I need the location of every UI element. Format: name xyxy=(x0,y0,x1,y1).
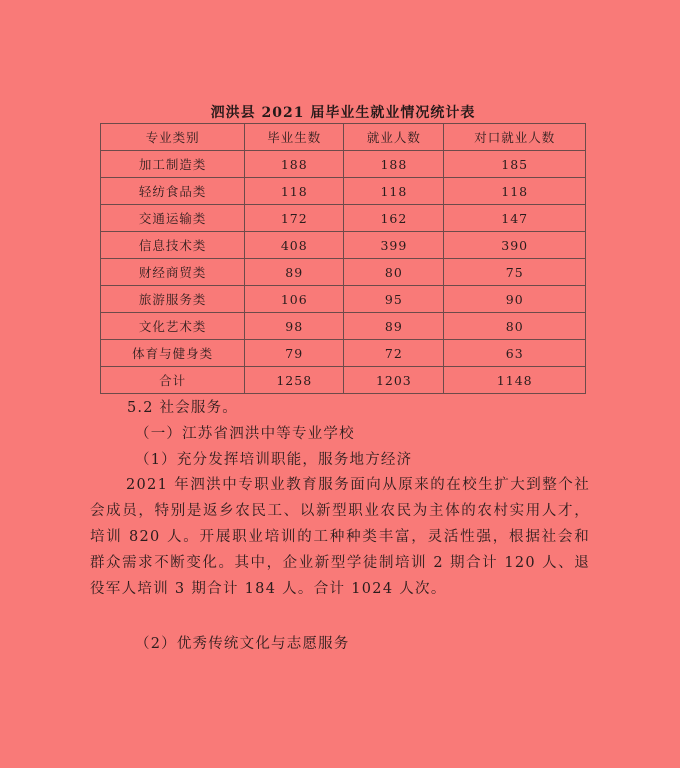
table-total-row xyxy=(101,367,586,394)
table-cell: 1148 xyxy=(444,367,586,394)
table-cell: 90 xyxy=(444,286,586,313)
table-cell: 79 xyxy=(245,340,344,367)
column-header: 毕业生数 xyxy=(245,124,344,151)
table-cell: 72 xyxy=(344,340,444,367)
subheading-culture-volunteer: （2）优秀传统文化与志愿服务 xyxy=(135,636,350,652)
table-cell: 188 xyxy=(245,151,344,178)
table-cell: 75 xyxy=(444,259,586,286)
table-cell: 147 xyxy=(444,205,586,232)
table-cell: 文化艺术类 xyxy=(101,313,245,340)
table-cell: 1258 xyxy=(245,367,344,394)
table-cell: 188 xyxy=(344,151,444,178)
table-cell: 95 xyxy=(344,286,444,313)
table-cell: 390 xyxy=(444,232,586,259)
table-row xyxy=(101,313,586,340)
table-cell: 财经商贸类 xyxy=(101,259,245,286)
table-cell: 体育与健身类 xyxy=(101,340,245,367)
table-cell: 80 xyxy=(344,259,444,286)
table-row xyxy=(101,205,586,232)
table-cell: 加工制造类 xyxy=(101,151,245,178)
table-cell: 旅游服务类 xyxy=(101,286,245,313)
table-cell: 172 xyxy=(245,205,344,232)
table-row xyxy=(101,259,586,286)
table-cell: 信息技术类 xyxy=(101,232,245,259)
table-row xyxy=(101,340,586,367)
table-row xyxy=(101,286,586,313)
subheading-training: （1）充分发挥培训职能，服务地方经济 xyxy=(135,452,413,468)
table-cell: 408 xyxy=(245,232,344,259)
table-cell: 106 xyxy=(245,286,344,313)
section-heading: 5.2 社会服务。 xyxy=(127,400,238,416)
subheading-school: （一）江苏省泗洪中等专业学校 xyxy=(135,426,355,442)
column-header: 对口就业人数 xyxy=(444,124,586,151)
table-cell: 98 xyxy=(245,313,344,340)
table-cell: 118 xyxy=(444,178,586,205)
table-cell: 合计 xyxy=(101,367,245,394)
body-paragraph: 2021 年泗洪中专职业教育服务面向从原来的在校生扩大到整个社会成员，特别是返乡农民工、以新型职业农民为主体的农村实用人才，培训 820 人。开展职业培训的工种种类丰富，灵活性强，根据社会和群众需求不断变化。其中，企业新型学徒制培训 2 期合计 120 人、退役军人培训 3 期合计 184 人。合计 1024 人次。 xyxy=(90,477,590,597)
table-cell: 89 xyxy=(245,259,344,286)
table-cell: 162 xyxy=(344,205,444,232)
column-header: 专业类别 xyxy=(101,124,245,151)
table-cell: 80 xyxy=(444,313,586,340)
table-cell: 185 xyxy=(444,151,586,178)
table-cell: 1203 xyxy=(344,367,444,394)
table-cell: 118 xyxy=(344,178,444,205)
table-cell: 63 xyxy=(444,340,586,367)
table-row xyxy=(101,151,586,178)
table-row xyxy=(101,232,586,259)
employment-statistics-table xyxy=(100,123,586,394)
table-header-row xyxy=(101,124,586,151)
table-cell: 89 xyxy=(344,313,444,340)
table-cell: 轻纺食品类 xyxy=(101,178,245,205)
table-title: 泗洪县 2021 届毕业生就业情况统计表 xyxy=(210,105,476,121)
table-cell: 交通运输类 xyxy=(101,205,245,232)
table-cell: 118 xyxy=(245,178,344,205)
table-cell: 399 xyxy=(344,232,444,259)
column-header: 就业人数 xyxy=(344,124,444,151)
table-row xyxy=(101,178,586,205)
